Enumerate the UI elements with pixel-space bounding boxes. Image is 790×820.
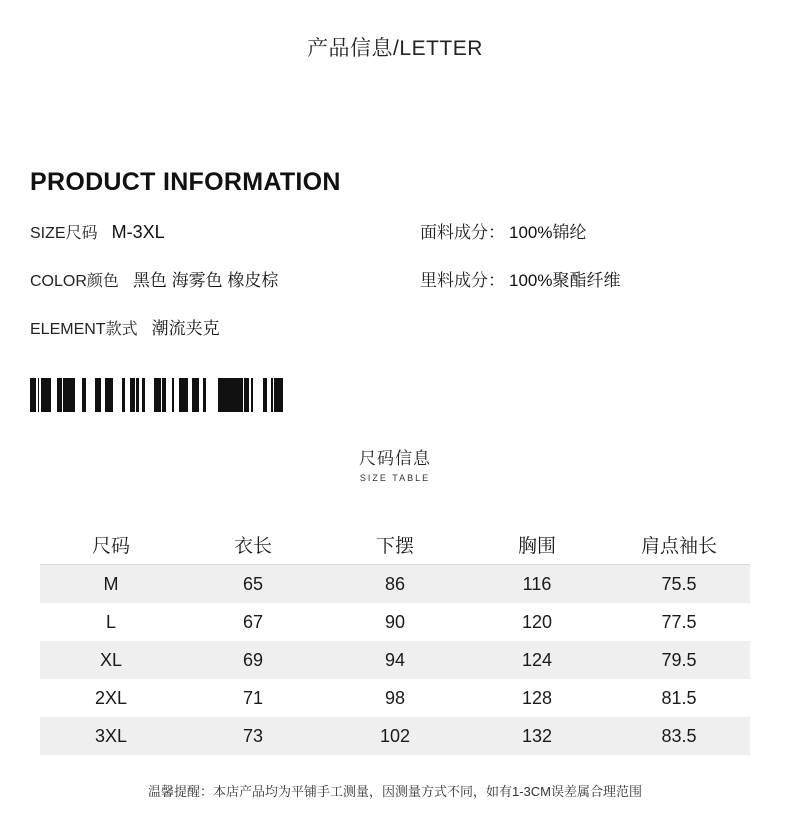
table-cell: 67 [242, 611, 264, 632]
size-table-title-block [0, 444, 790, 483]
table-header-row [40, 524, 750, 565]
table-cell: M [103, 573, 119, 594]
table-cell: 75.5 [661, 573, 697, 594]
table-header-cell: 尺码 [91, 535, 130, 557]
table-cell: 2XL [94, 687, 128, 708]
spec-label-lining: 里料成分： [420, 271, 505, 290]
table-cell: 65 [242, 573, 264, 594]
table-cell: 77.5 [661, 611, 697, 632]
spec-right [420, 218, 586, 243]
table-header-cell: 胸围 [517, 535, 556, 557]
table-cell: 69 [242, 649, 264, 670]
table-cell: 116 [522, 573, 552, 594]
table-row [40, 565, 750, 604]
table-cell: 83.5 [661, 725, 697, 746]
spec-value-lining: 100%聚酯纤维 [509, 271, 621, 290]
table-cell: 79.5 [661, 649, 697, 670]
table-header-cell: 肩点袖长 [640, 535, 717, 557]
spec-left [30, 314, 420, 339]
table-row [40, 717, 750, 755]
page-title: 产品信息/LETTER [307, 37, 483, 60]
table-cell: L [105, 611, 116, 632]
spec-label-color: COLOR颜色 [30, 273, 119, 290]
spec-value-fabric: 100%锦纶 [509, 223, 587, 242]
spec-label-fabric: 面料成分： [420, 223, 505, 242]
size-table-wrap [40, 524, 750, 755]
table-row [40, 603, 750, 641]
table-cell: 132 [521, 725, 553, 746]
footer-note: 温馨提醒：本店产品均为平铺手工测量，因测量方式不同，如有1-3CM误差属合理范围 [147, 784, 642, 799]
table-cell: 71 [242, 687, 264, 708]
size-table-head [40, 524, 750, 565]
table-cell: 128 [521, 687, 553, 708]
spec-right [420, 266, 620, 291]
spec-list [30, 218, 760, 362]
table-cell: 3XL [94, 725, 128, 746]
table-cell: 81.5 [661, 687, 697, 708]
table-cell: 102 [379, 725, 411, 746]
table-cell: 98 [384, 687, 406, 708]
table-cell: 86 [384, 573, 406, 594]
spec-label-element: ELEMENT款式 [30, 321, 138, 338]
table-header-cell: 衣长 [233, 535, 272, 557]
table-row [40, 641, 750, 679]
table-cell: 90 [384, 611, 406, 632]
table-header-cell: 下摆 [375, 535, 414, 557]
spec-row [30, 218, 760, 244]
spec-row [30, 314, 760, 340]
table-cell: 73 [242, 725, 264, 746]
table-cell: 124 [521, 649, 553, 670]
spec-value-color: 黑色 海雾色 橡皮棕 [132, 271, 279, 290]
size-table-subtitle: SIZE TABLE [359, 473, 431, 483]
spec-label-size: SIZE尺码 [30, 225, 98, 242]
size-table-body [40, 565, 750, 756]
size-table-title: 尺码信息 [359, 449, 431, 468]
barcode-image [30, 378, 286, 412]
spec-row [30, 266, 760, 292]
size-table [40, 524, 750, 755]
barcode-bar [283, 378, 286, 412]
spec-left [30, 220, 420, 243]
table-cell: 94 [384, 649, 406, 670]
table-row [40, 679, 750, 717]
spec-value-element: 潮流夹克 [151, 319, 220, 338]
table-cell: 120 [521, 611, 553, 632]
spec-left [30, 266, 420, 291]
table-cell: XL [99, 649, 123, 670]
spec-value-size: M-3XL [111, 222, 165, 242]
product-information-heading: PRODUCT INFORMATION [30, 168, 341, 196]
